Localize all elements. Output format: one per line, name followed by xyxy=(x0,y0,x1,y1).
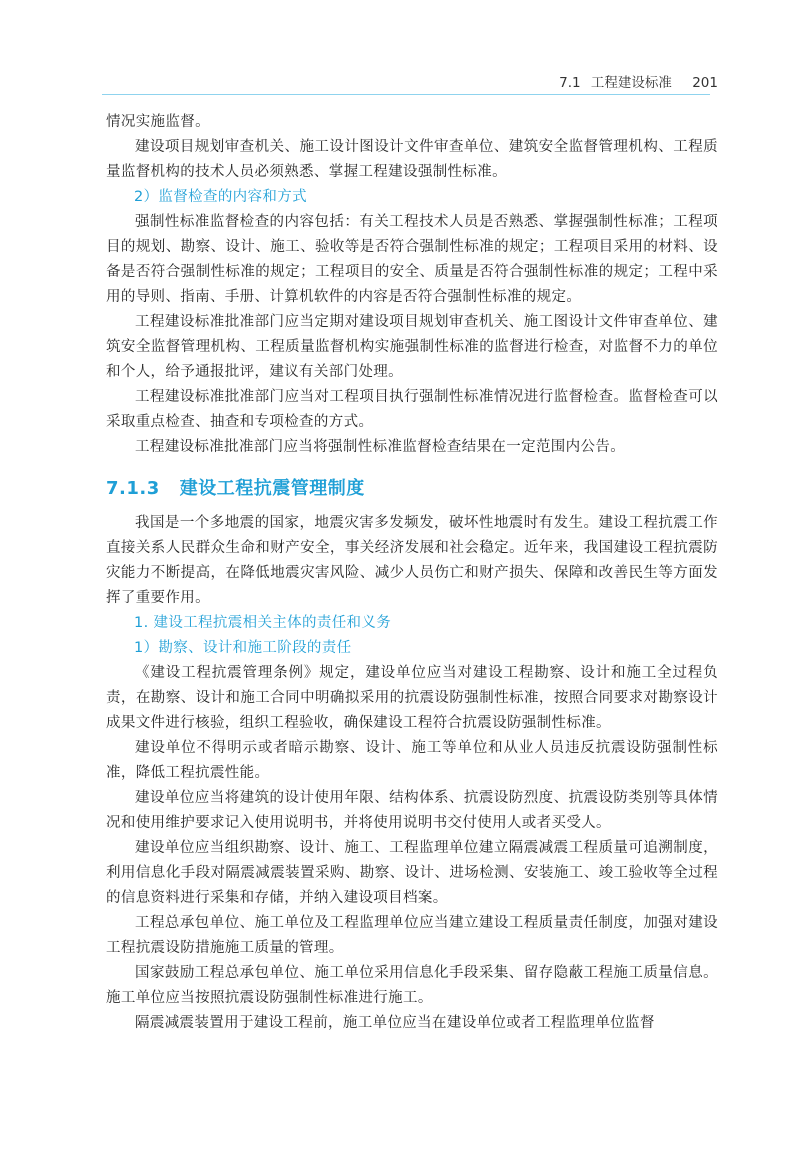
paragraph: 工程总承包单位、施工单位及工程监理单位应当建立建设工程质量责任制度，加强对建设工程抗震设防措施施工质量的管理。 xyxy=(106,915,718,956)
paragraph: 工程建设标准批准部门应当对工程项目执行强制性标准情况进行监督检查。监督检查可以采取重点检查、抽查和专项检查的方式。 xyxy=(106,389,718,430)
paragraph: 建设单位应当组织勘察、设计、施工、工程监理单位建立隔震减震工程质量可追溯制度，利用信息化手段对隔震减震装置采购、勘察、设计、进场检测、安装施工、竣工验收等全过程的信息资料进行采集和存储，并纳入建设项目档案。 xyxy=(106,840,718,906)
section-title: 建设工程抗震管理制度 xyxy=(179,478,365,499)
paragraph: 工程建设标准批准部门应当定期对建设项目规划审查机关、施工图设计文件审查单位、建筑安全监督管理机构、工程质量监督机构实施强制性标准的监督进行检查，对监督不力的单位和个人，给予通报批评，建议有关部门处理。 xyxy=(106,314,718,380)
page-body xyxy=(106,110,718,1036)
subheading: 2）监督检查的内容和方式 xyxy=(134,189,307,205)
running-header xyxy=(559,71,718,91)
subheading: 1. 建设工程抗震相关主体的责任和义务 xyxy=(134,615,392,631)
paragraph: 建设项目规划审查机关、施工设计图设计文件审查单位、建筑安全监督管理机构、工程质量监督机构的技术人员必须熟悉、掌握工程建设强制性标准。 xyxy=(106,139,718,180)
header-chapter-title: 工程建设标准 xyxy=(590,75,672,91)
paragraph: 《建设工程抗震管理条例》规定，建设单位应当对建设工程勘察、设计和施工全过程负责，在勘察、设计和施工合同中明确拟采用的抗震设防强制性标准，按照合同要求对勘察设计成果文件进行核验，组织工程验收，确保建设工程符合抗震设防强制性标准。 xyxy=(106,665,718,731)
section-number: 7.1.3 xyxy=(106,478,160,499)
paragraph: 强制性标准监督检查的内容包括：有关工程技术人员是否熟悉、掌握强制性标准；工程项目的规划、勘察、设计、施工、验收等是否符合强制性标准的规定；工程项目采用的材料、设备是否符合强制性标准的规定；工程项目的安全、质量是否符合强制性标准的规定；工程中采用的导则、指南、手册、计算机软件的内容是否符合强制性标准的规定。 xyxy=(106,214,718,305)
paragraph: 国家鼓励工程总承包单位、施工单位采用信息化手段采集、留存隐蔽工程施工质量信息。施工单位应当按照抗震设防强制性标准进行施工。 xyxy=(106,965,718,1006)
section-heading xyxy=(106,476,718,501)
paragraph: 建设单位不得明示或者暗示勘察、设计、施工等单位和从业人员违反抗震设防强制性标准，降低工程抗震性能。 xyxy=(106,740,718,781)
paragraph: 我国是一个多地震的国家，地震灾害多发频发，破坏性地震时有发生。建设工程抗震工作直接关系人民群众生命和财产安全，事关经济发展和社会稳定。近年来，我国建设工程抗震防灾能力不断提高，在降低地震灾害风险、减少人员伤亡和财产损失、保障和改善民生等方面发挥了重要作用。 xyxy=(106,515,718,606)
header-rule xyxy=(102,94,710,95)
page-number: 201 xyxy=(692,75,718,91)
subheading: 1）勘察、设计和施工阶段的责任 xyxy=(134,640,352,656)
paragraph: 情况实施监督。 xyxy=(106,114,210,130)
header-section-number: 7.1 xyxy=(559,75,581,91)
paragraph: 工程建设标准批准部门应当将强制性标准监督检查结果在一定范围内公告。 xyxy=(135,439,626,455)
paragraph: 建设单位应当将建筑的设计使用年限、结构体系、抗震设防烈度、抗震设防类别等具体情况和使用维护要求记入使用说明书，并将使用说明书交付使用人或者买受人。 xyxy=(106,790,718,831)
paragraph: 隔震减震装置用于建设工程前，施工单位应当在建设单位或者工程监理单位监督 xyxy=(135,1015,655,1031)
